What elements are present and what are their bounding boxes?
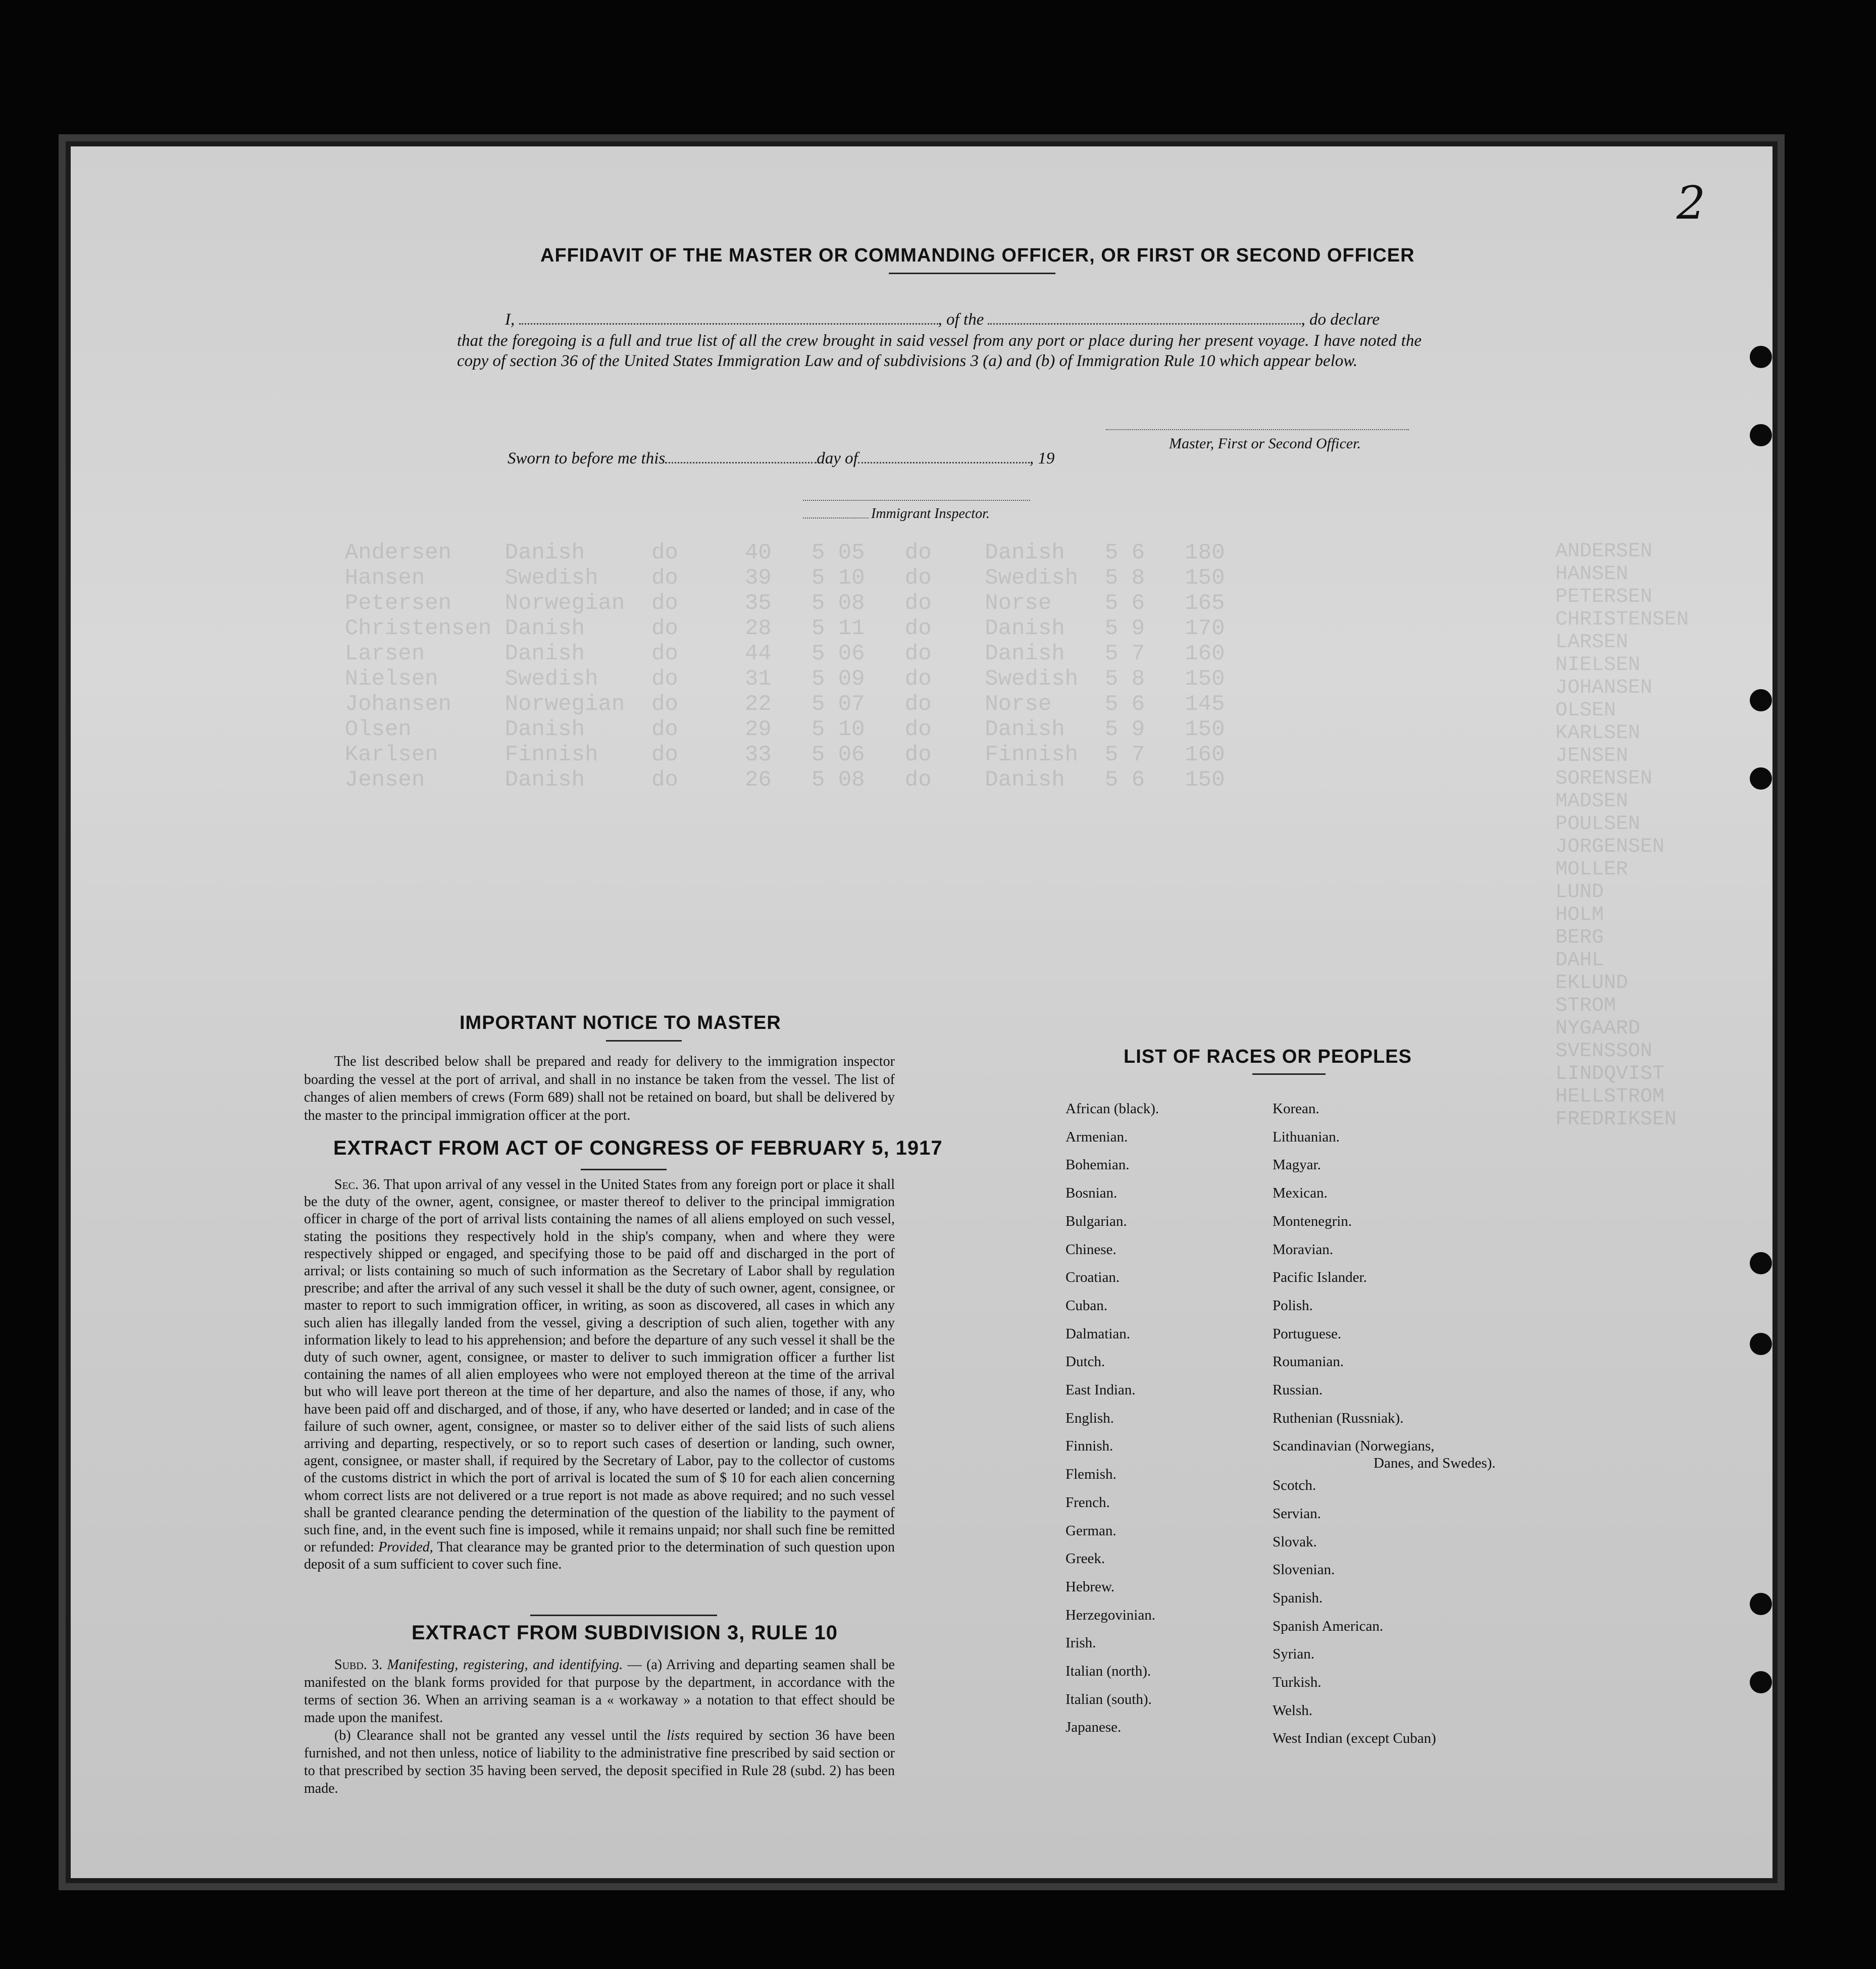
act-section-label: Sec. 36.	[334, 1177, 380, 1193]
race-item: French.	[1066, 1494, 1110, 1511]
race-item: English.	[1066, 1410, 1114, 1426]
race-item: Herzegovinian.	[1066, 1607, 1155, 1623]
race-scandinavian-continued: Danes, and Swedes).	[1374, 1455, 1496, 1471]
notice-body: The list described below shall be prepared and ready for delivery to the immigration inspector boarding the vessel at the port of arrival, and shall in no instance be taken from the vessel. The list of changes of alien members of crews (Form 689) shall not be retained on board, but shall be delivered by the master to the principal immigration officer at the port.	[304, 1054, 895, 1123]
race-item: Flemish.	[1066, 1466, 1117, 1483]
binder-hole	[1750, 346, 1772, 368]
act-body	[304, 1176, 895, 1574]
race-item: African (black).	[1066, 1101, 1159, 1117]
inspector-prefix-line	[803, 517, 869, 519]
race-item: Croatian.	[1066, 1269, 1120, 1286]
vessel-name-blank[interactable]	[988, 308, 1301, 325]
title-underline	[889, 273, 1055, 274]
bleed-through-text: Andersen Danish do 40 5 05 do Danish 5 6 180 Hansen Swedish do 39 5 10 do Swedish 5 8 150 Petersen Norwegian do 35 5 08 do Norse 5 6 165 Christensen Danish do 28 5 11 do Danish 5 9 170 Larsen Danish do 44 5 06 do Danish 5 7 160 Nielsen Swedish do 31 5 09 do Swedish 5 8 150 Johansen Norwegian do 22 5 07 do Norse 5 6 145 Olsen Danish do 29 5 10 do Danish 5 9 150 Karlsen Finnish do 33 5 06 do Finnish 5 7 160 Jensen Danish do 26 5 08 do Danish 5 6 150	[344, 540, 1225, 793]
race-item: Portuguese.	[1273, 1325, 1342, 1342]
affidavit-declare-label: , do declare	[1301, 310, 1380, 329]
notice-title: IMPORTANT NOTICE TO MASTER	[460, 1012, 781, 1033]
race-item: Magyar.	[1273, 1157, 1321, 1173]
race-item: Korean.	[1273, 1101, 1320, 1117]
races-title: LIST OF RACES OR PEOPLES	[1124, 1046, 1412, 1067]
race-item: Syrian.	[1273, 1646, 1314, 1663]
race-item: Japanese.	[1066, 1719, 1122, 1736]
race-item: Irish.	[1066, 1635, 1096, 1651]
rule-para-a	[304, 1656, 895, 1727]
inspector-signature-line[interactable]	[803, 500, 1030, 501]
binder-hole	[1750, 1593, 1772, 1615]
race-item: Italian (south).	[1066, 1691, 1152, 1707]
handwritten-page-number: 2	[1677, 177, 1706, 230]
manifest-page	[71, 146, 1772, 1878]
race-item: Pacific Islander.	[1273, 1269, 1367, 1286]
sworn-month-blank[interactable]	[858, 447, 1030, 463]
binder-hole	[1750, 1333, 1772, 1355]
rule-divider	[530, 1615, 717, 1616]
race-item: Hebrew.	[1066, 1578, 1115, 1595]
rule-title: EXTRACT FROM SUBDIVISION 3, RULE 10	[412, 1622, 838, 1644]
race-item: Roumanian.	[1273, 1354, 1344, 1370]
affidavit-title: AFFIDAVIT OF THE MASTER OR COMMANDING OFFICER, OR FIRST OR SECOND OFFICER	[540, 245, 1415, 266]
race-item: Scandinavian (Norwegians,	[1273, 1438, 1435, 1455]
act-text-b: That clearance may be granted prior to the determination of such question upon deposit of a sum sufficient to cover such fine.	[304, 1539, 895, 1573]
race-item: Spanish.	[1273, 1589, 1323, 1606]
race-item: Greek.	[1066, 1550, 1105, 1567]
sworn-prefix: Sworn to before me this	[508, 449, 666, 468]
race-item: Armenian.	[1066, 1128, 1128, 1145]
race-item: Moravian.	[1273, 1241, 1333, 1258]
race-item: Mexican.	[1273, 1185, 1328, 1202]
race-item: Lithuanian.	[1273, 1128, 1340, 1145]
race-item: Scotch.	[1273, 1477, 1316, 1494]
race-item: Welsh.	[1273, 1702, 1313, 1719]
rule-para-a-text: — (a) Arriving and departing seamen shall be manifested on the blank forms provided for that purpose by the department, in accordance with the terms of section 36. When an arriving seaman is a « workaway » a notation to that effect should be made upon the manifest.	[304, 1657, 895, 1726]
race-item: Montenegrin.	[1273, 1213, 1352, 1229]
binder-hole	[1750, 1252, 1772, 1274]
races-underline	[1252, 1073, 1326, 1075]
affidavit-of-the-label: , of the	[938, 310, 984, 329]
sworn-day-label: day of	[817, 449, 858, 468]
binder-hole	[1750, 689, 1772, 711]
notice-underline	[606, 1040, 682, 1042]
race-item: Russian.	[1273, 1382, 1323, 1398]
signature-line[interactable]	[1106, 429, 1409, 430]
race-item: Servian.	[1273, 1505, 1321, 1522]
rule-para-b-lists: lists	[667, 1728, 690, 1743]
sworn-line	[508, 447, 1054, 468]
act-text-a: That upon arrival of any vessel in the United States from any foreign port or place it shall be the duty of the owner, agent, consignee, or master thereof to deliver to the principal immigration officer in charge of the port of arrival lists containing the names of all aliens employed on such vessel, stating the positions they respectively hold in the ship's company, when and where they were respectively shipped or engaged, and specifying those to be paid off and discharged in the port of arrival; or lists containing so much of such information as the Secretary of Labor shall by regulation prescribe; and after the arrival of any such vessel it shall be the duty of such owner, agent, consignee, or master to report to such immigration officer, in writing, as soon as discovered, all cases in which any such alien has illegally landed from the vessel, giving a description of such alien, together with any information likely to lead to his apprehension; and before the departure of any such vessel it shall be the duty of such owner, agent, consignee, or master to deliver to such immigration officer a further list containing the names of all alien employees who were not employed thereon at the time of the arrival but who will leave port thereon at the time of her departure, and also the names of those, if any, who have been paid off and discharged, and of those, if any, who have deserted or landed; and in case of the failure of such owner, agent, consignee, or master so to deliver either of the said lists of such aliens arriving and departing, respectively, or so to report such cases of desertion or landing, such owner, agent, consignee, or master shall, if required by the Secretary of Labor, pay to the collector of customs of the customs district in which the port of arrival is located the sum of $ 10 for each alien concerning whom correct lists are not delivered or a true report is not made as above required; and no such vessel shall be granted clearance pending the determination of the question of the liability to the payment of such fine, and, in the event such fine is imposed, while it remains unpaid; nor shall such fine be remitted or refunded:	[304, 1177, 895, 1556]
bleed-through-names: ANDERSEN HANSEN PETERSEN CHRISTENSEN LARSEN NIELSEN JOHANSEN OLSEN KARLSEN JENSEN SORENSEN MADSEN POULSEN JORGENSEN MOLLER LUND HOLM BERG DAHL EKLUND STROM NYGAARD SVENSSON LINDQVIST HELLSTROM FREDRIKSEN	[1555, 540, 1689, 1131]
rule-subd-label: Subd. 3.	[334, 1657, 383, 1673]
inspector-label: Immigrant Inspector.	[871, 506, 990, 522]
sworn-year-label: , 19	[1029, 449, 1055, 468]
race-item: Italian (north).	[1066, 1663, 1151, 1679]
race-item: Cuban.	[1066, 1297, 1107, 1314]
race-item: West Indian (except Cuban)	[1273, 1730, 1436, 1747]
race-item: Turkish.	[1273, 1674, 1322, 1690]
act-underline	[581, 1169, 667, 1170]
race-item: Dalmatian.	[1066, 1325, 1131, 1342]
rule-para-b-end: required by section 36 have been furnished, and not then unless, notice of liability to the administrative fine prescribed by said section or to that prescribed by section 35 having been served, the deposit specified in Rule 28 (subd. 2) has been made.	[304, 1728, 895, 1796]
rule-para-b	[304, 1727, 895, 1797]
race-item: Dutch.	[1066, 1354, 1105, 1370]
binder-hole	[1750, 1671, 1772, 1693]
affidavit-declaration-line	[457, 308, 1422, 329]
act-title: EXTRACT FROM ACT OF CONGRESS OF FEBRUARY 5, 1917	[333, 1137, 943, 1159]
race-item: Ruthenian (Russniak).	[1273, 1410, 1404, 1426]
act-provided: Provided,	[378, 1539, 433, 1556]
race-item: Chinese.	[1066, 1241, 1117, 1258]
rule-para-b-start: (b) Clearance shall not be granted any vessel until the	[334, 1728, 661, 1743]
race-item: Polish.	[1273, 1297, 1313, 1314]
affidavit-body: that the foregoing is a full and true list of all the crew brought in said vessel from any port or place during her present voyage. I have noted the copy of section 36 of the United States Immigration Law and of subdivisions 3 (a) and (b) of Immigration Rule 10 which appear below.	[457, 332, 1422, 370]
signature-label: Master, First or Second Officer.	[1169, 435, 1361, 452]
binder-hole	[1750, 424, 1772, 446]
race-item: Finnish.	[1066, 1438, 1113, 1455]
race-item: Spanish American.	[1273, 1618, 1384, 1634]
rule-subd-title: Manifesting, registering, and identifying.	[387, 1657, 623, 1673]
sworn-day-blank[interactable]	[665, 447, 817, 463]
race-item: Bosnian.	[1066, 1185, 1118, 1202]
race-item: Bohemian.	[1066, 1157, 1130, 1173]
race-item: Bulgarian.	[1066, 1213, 1127, 1229]
race-item: German.	[1066, 1522, 1117, 1539]
binder-hole	[1750, 767, 1772, 790]
affidavit-i-label: I,	[505, 310, 515, 329]
race-item: East Indian.	[1066, 1382, 1136, 1398]
officer-name-blank[interactable]	[519, 308, 938, 325]
race-item: Slovak.	[1273, 1533, 1317, 1550]
race-item: Slovenian.	[1273, 1562, 1335, 1578]
